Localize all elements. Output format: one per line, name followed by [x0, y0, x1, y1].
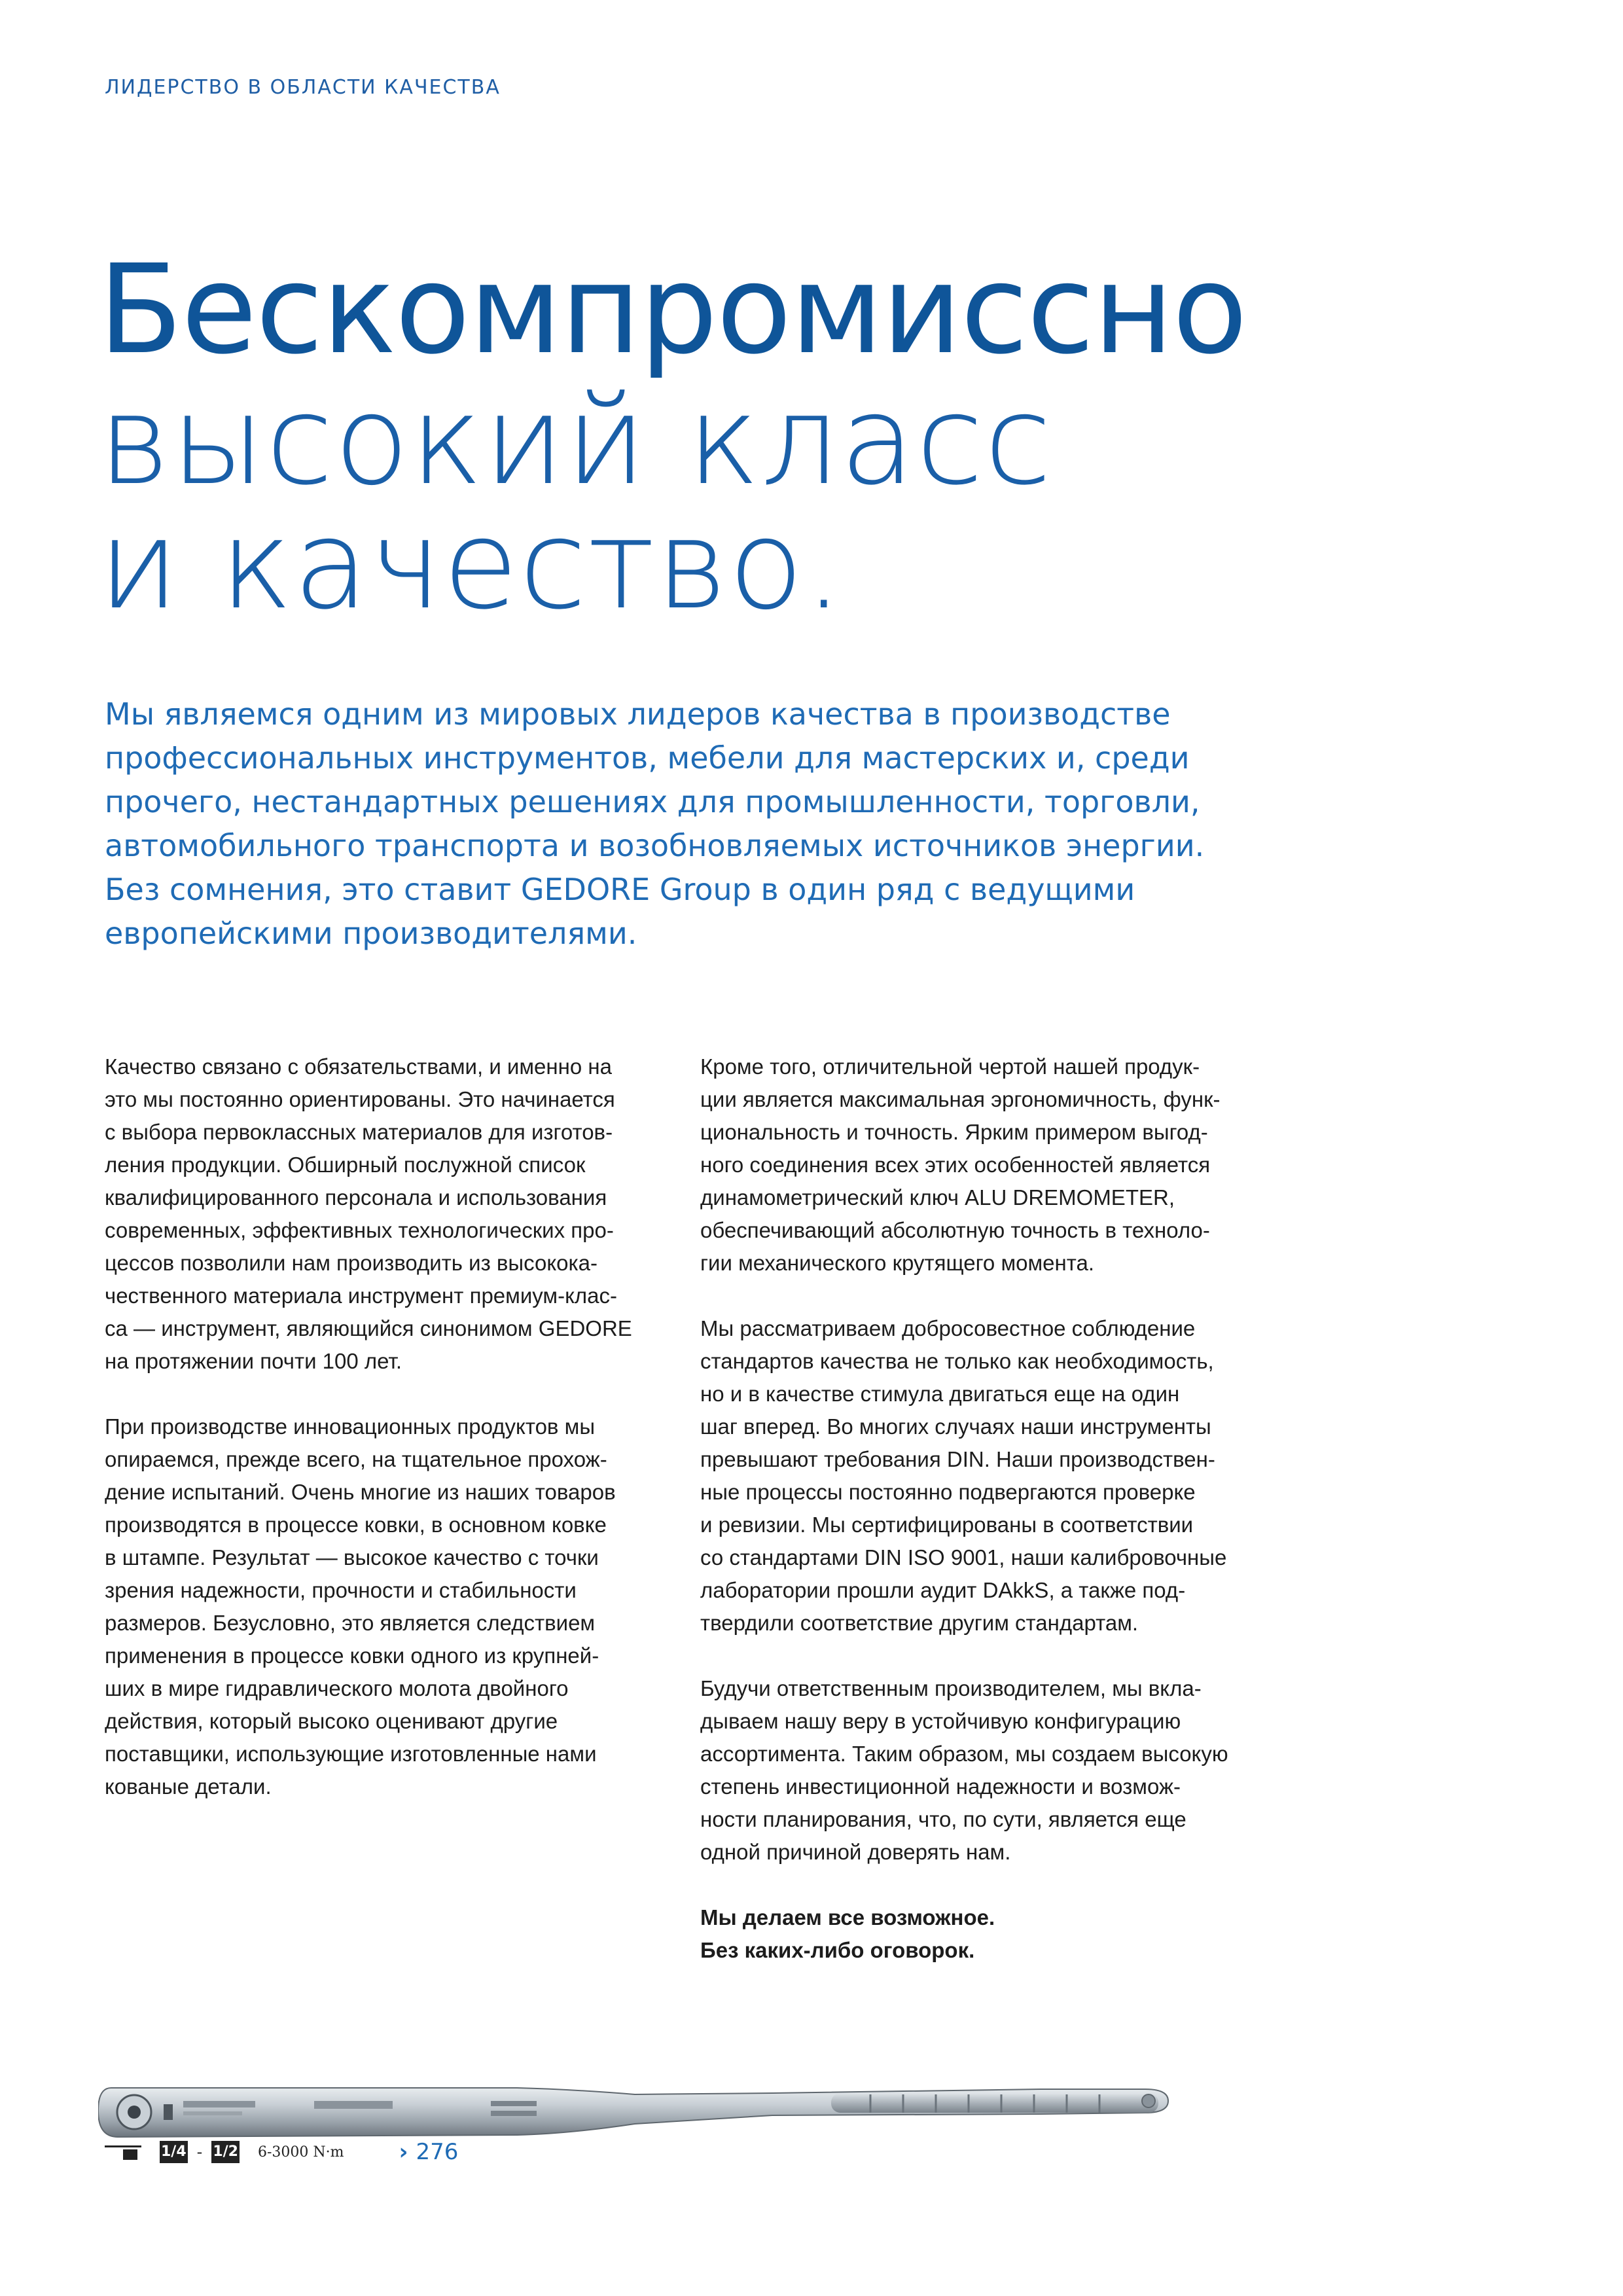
- headline-line-3: и качество.: [98, 493, 844, 637]
- closing-statement: [700, 1901, 1276, 1967]
- text-line: со стандартами DIN ISO 9001, наши калибровочные: [700, 1545, 1227, 1570]
- lead-line: Мы являемся одним из мировых лидеров качества в производстве: [105, 696, 1171, 732]
- text-line: превышают требования DIN. Наши производствен-: [700, 1447, 1215, 1471]
- text-line: шаг вперед. Во многих случаях наши инструменты: [700, 1414, 1211, 1439]
- text-line: ции является максимальная эргономичность, функ-: [700, 1087, 1221, 1111]
- text-line: но и в качестве стимула двигаться еще на один: [700, 1382, 1180, 1406]
- text-line: ного соединения всех этих особенностей является: [700, 1153, 1211, 1177]
- left-column: [105, 1050, 681, 1836]
- page-reference-link[interactable]: [399, 2139, 459, 2165]
- text-line: динамометрический ключ ALU DREMOMETER,: [700, 1185, 1175, 1210]
- text-line: и ревизии. Мы сертифицированы в соответствии: [700, 1513, 1194, 1537]
- text-line: размеров. Безусловно, это является следствием: [105, 1611, 596, 1635]
- left-paragraph-1: [105, 1050, 681, 1378]
- text-line: степень инвестиционной надежности и возмож-: [700, 1774, 1181, 1799]
- text-line: квалифицированного персонала и использования: [105, 1185, 607, 1210]
- headline-line-2: высокий класс: [98, 369, 1053, 512]
- closing-line: Мы делаем все возможное.: [700, 1905, 995, 1929]
- text-line: Кроме того, отличительной чертой нашей продук-: [700, 1054, 1200, 1079]
- text-line: стандартов качества не только как необходимость,: [700, 1349, 1214, 1373]
- text-line: дение испытаний. Очень многие из наших товаров: [105, 1480, 616, 1504]
- text-line: в штампе. Результат — высокое качество с точки: [105, 1545, 599, 1570]
- text-line: Будучи ответственным производителем, мы вкла-: [700, 1676, 1202, 1700]
- text-line: обеспечивающий абсолютную точность в техноло-: [700, 1218, 1210, 1242]
- text-line: При производстве инновационных продуктов мы: [105, 1414, 596, 1439]
- text-line: с выбора первоклассных материалов для изготов-: [105, 1120, 613, 1144]
- footer-spec: [105, 2139, 458, 2165]
- text-line: лаборатории прошли аудит DAkkS, а также под-: [700, 1578, 1186, 1602]
- left-paragraph-2: [105, 1410, 681, 1803]
- text-line: ления продукции. Обширный послужной список: [105, 1153, 586, 1177]
- drive-size-to: 1/2: [211, 2141, 240, 2163]
- right-paragraph-2: [700, 1312, 1276, 1640]
- square-drive-icon: [105, 2143, 151, 2161]
- right-column: [700, 1050, 1276, 2000]
- torque-wrench-image: [98, 2075, 1171, 2147]
- text-line: это мы постоянно ориентированы. Это начинается: [105, 1087, 615, 1111]
- text-line: одной причиной доверять нам.: [700, 1840, 1011, 1864]
- right-paragraph-1: [700, 1050, 1276, 1280]
- text-line: са — инструмент, являющийся синонимом GEDORE: [105, 1316, 632, 1340]
- text-line: ные процессы постоянно подвергаются проверке: [700, 1480, 1196, 1504]
- text-line: опираемся, прежде всего, на тщательное прохож-: [105, 1447, 607, 1471]
- text-line: современных, эффективных технологических про-: [105, 1218, 614, 1242]
- text-line: Качество связано с обязательствами, и именно на: [105, 1054, 612, 1079]
- text-line: твердили соответствие другим стандартам.: [700, 1611, 1139, 1635]
- lead-paragraph: [105, 692, 1283, 956]
- text-line: чественного материала инструмент премиум-клас-: [105, 1283, 617, 1308]
- closing-line: Без каких-либо оговорок.: [700, 1938, 975, 1962]
- text-line: цессов позволили нам производить из высокока-: [105, 1251, 598, 1275]
- lead-line: прочего, нестандартных решениях для промышленности, торговли,: [105, 784, 1200, 819]
- text-line: Мы рассматриваем добросовестное соблюдение: [700, 1316, 1196, 1340]
- chevron-right-icon: ›: [399, 2139, 408, 2165]
- lead-line: европейскими производителями.: [105, 916, 637, 951]
- text-line: ассортимента. Таким образом, мы создаем высокую: [700, 1742, 1228, 1766]
- headline: [98, 238, 1247, 637]
- drive-size-from: 1/4: [160, 2141, 188, 2163]
- text-line: производятся в процессе ковки, в основном ковке: [105, 1513, 607, 1537]
- text-line: дываем нашу веру в устойчивую конфигурацию: [700, 1709, 1181, 1733]
- text-line: применения в процессе ковки одного из крупней-: [105, 1643, 599, 1668]
- right-paragraph-3: [700, 1672, 1276, 1869]
- headline-line-1: Бескомпромиссно: [98, 238, 1247, 382]
- text-line: ших в мире гидравлического молота двойного: [105, 1676, 569, 1700]
- text-line: поставщики, использующие изготовленные нами: [105, 1742, 597, 1766]
- text-line: на протяжении почти 100 лет.: [105, 1349, 402, 1373]
- drive-size-dash: -: [196, 2143, 203, 2161]
- lead-line: профессиональных инструментов, мебели для мастерских и, среди: [105, 740, 1190, 776]
- text-line: зрения надежности, прочности и стабильности: [105, 1578, 577, 1602]
- text-line: кованые детали.: [105, 1774, 272, 1799]
- page-reference-number: 276: [416, 2139, 459, 2165]
- text-line: циональность и точность. Ярким примером выгод-: [700, 1120, 1208, 1144]
- lead-line: автомобильного транспорта и возобновляемых источников энергии.: [105, 828, 1205, 863]
- text-line: гии механического крутящего момента.: [700, 1251, 1095, 1275]
- lead-line: Без сомнения, это ставит GEDORE Group в один ряд с ведущими: [105, 872, 1135, 907]
- page-kicker: ЛИДЕРСТВО В ОБЛАСТИ КАЧЕСТВА: [105, 76, 501, 99]
- torque-range: 6-3000 N·m: [257, 2144, 344, 2161]
- text-line: ности планирования, что, по сути, является еще: [700, 1807, 1186, 1831]
- text-line: действия, который высоко оценивают другие: [105, 1709, 558, 1733]
